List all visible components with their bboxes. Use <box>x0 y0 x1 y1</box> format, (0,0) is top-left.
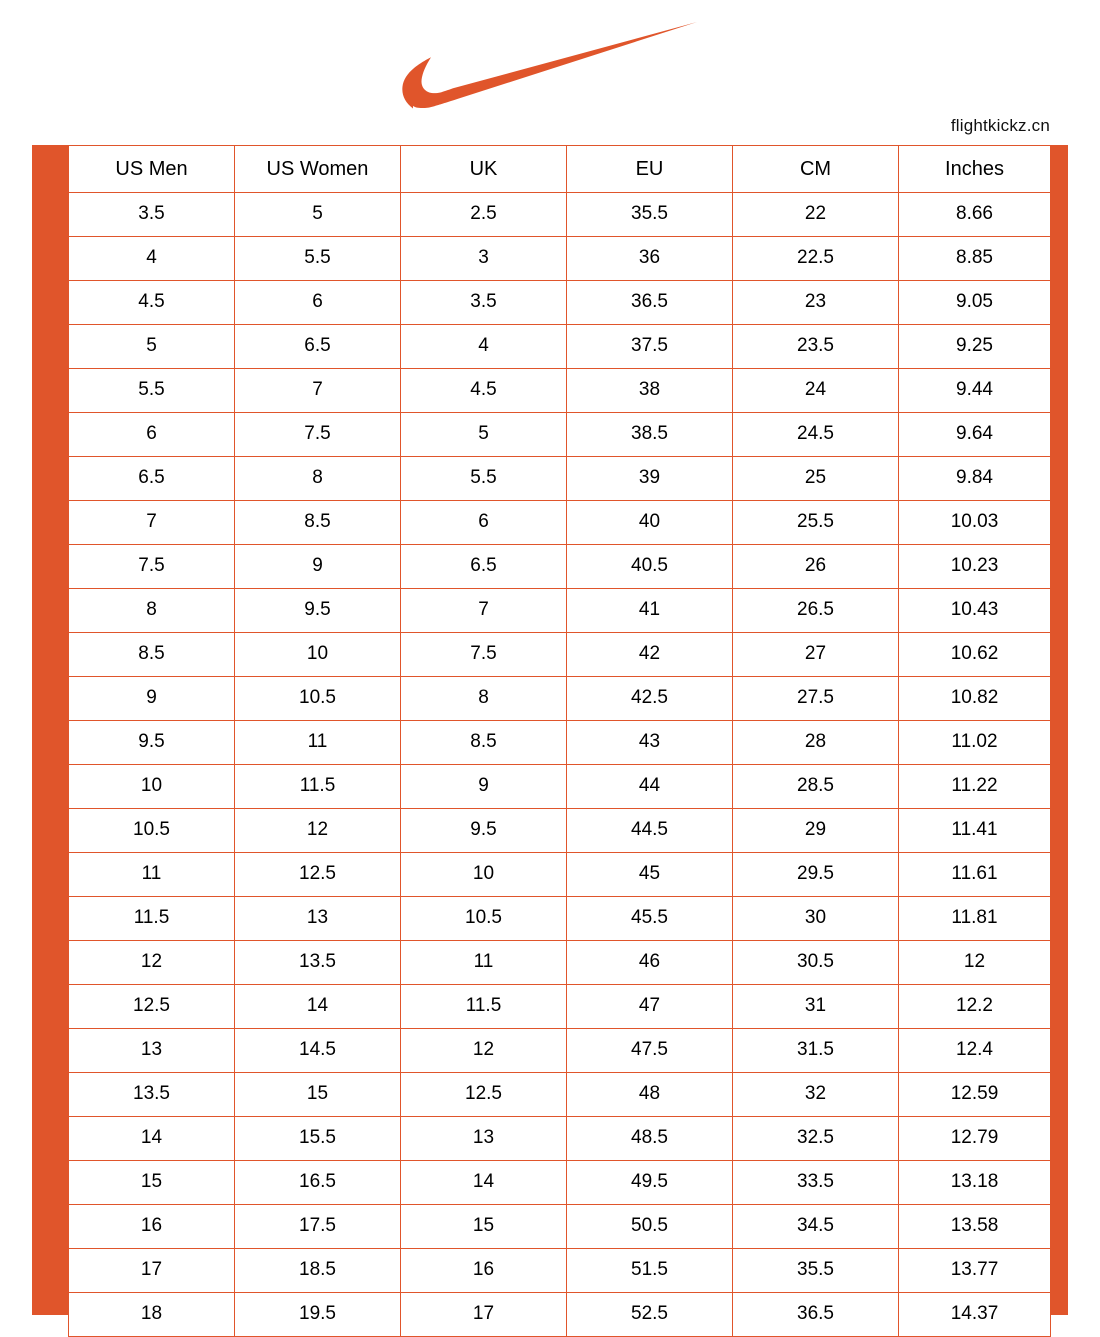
table-cell: 14 <box>235 985 401 1029</box>
table-cell: 11.5 <box>235 765 401 809</box>
table-cell: 12.2 <box>899 985 1051 1029</box>
table-cell: 38.5 <box>567 413 733 457</box>
table-cell: 13 <box>69 1029 235 1073</box>
table-row <box>69 369 1051 413</box>
table-cell: 36.5 <box>733 1293 899 1337</box>
table-cell: 10.82 <box>899 677 1051 721</box>
table-cell: 9.5 <box>235 589 401 633</box>
table-cell: 24 <box>733 369 899 413</box>
table-cell: 6 <box>235 281 401 325</box>
size-table-frame <box>32 145 1068 1325</box>
table-cell: 7.5 <box>235 413 401 457</box>
table-cell: 32 <box>733 1073 899 1117</box>
table-cell: 11.5 <box>69 897 235 941</box>
table-cell: 13.18 <box>899 1161 1051 1205</box>
table-cell: 5.5 <box>69 369 235 413</box>
table-cell: 5 <box>401 413 567 457</box>
table-cell: 3 <box>401 237 567 281</box>
table-row <box>69 1161 1051 1205</box>
table-cell: 5 <box>235 193 401 237</box>
table-cell: 6.5 <box>401 545 567 589</box>
table-cell: 24.5 <box>733 413 899 457</box>
table-cell: 12 <box>235 809 401 853</box>
table-row <box>69 501 1051 545</box>
table-cell: 10.5 <box>401 897 567 941</box>
table-cell: 8 <box>69 589 235 633</box>
table-cell: 28 <box>733 721 899 765</box>
table-cell: 11 <box>235 721 401 765</box>
table-cell: 6 <box>401 501 567 545</box>
table-cell: 18.5 <box>235 1249 401 1293</box>
table-cell: 5.5 <box>235 237 401 281</box>
table-cell: 15 <box>401 1205 567 1249</box>
table-row <box>69 941 1051 985</box>
table-row <box>69 985 1051 1029</box>
table-cell: 42 <box>567 633 733 677</box>
table-cell: 13.5 <box>69 1073 235 1117</box>
table-row <box>69 765 1051 809</box>
table-cell: 16.5 <box>235 1161 401 1205</box>
table-cell: 47.5 <box>567 1029 733 1073</box>
table-cell: 14.5 <box>235 1029 401 1073</box>
table-cell: 8 <box>235 457 401 501</box>
table-cell: 44 <box>567 765 733 809</box>
table-cell: 12 <box>401 1029 567 1073</box>
table-cell: 35.5 <box>567 193 733 237</box>
nike-swoosh-icon <box>0 22 1100 117</box>
table-cell: 27.5 <box>733 677 899 721</box>
table-cell: 10.03 <box>899 501 1051 545</box>
table-cell: 15 <box>235 1073 401 1117</box>
table-cell: 10.43 <box>899 589 1051 633</box>
table-cell: 10.5 <box>69 809 235 853</box>
table-cell: 12.59 <box>899 1073 1051 1117</box>
table-cell: 3.5 <box>401 281 567 325</box>
table-cell: 6 <box>69 413 235 457</box>
table-cell: 29 <box>733 809 899 853</box>
table-cell: 31 <box>733 985 899 1029</box>
table-cell: 30.5 <box>733 941 899 985</box>
table-cell: 26.5 <box>733 589 899 633</box>
table-row <box>69 1029 1051 1073</box>
table-cell: 15.5 <box>235 1117 401 1161</box>
table-cell: 7 <box>235 369 401 413</box>
table-cell: 33.5 <box>733 1161 899 1205</box>
table-row <box>69 853 1051 897</box>
table-cell: 13 <box>401 1117 567 1161</box>
table-cell: 27 <box>733 633 899 677</box>
table-cell: 11.61 <box>899 853 1051 897</box>
table-cell: 11.02 <box>899 721 1051 765</box>
site-credit-text: flightkickz.cn <box>950 116 1050 135</box>
table-header-row <box>69 146 1051 193</box>
table-row <box>69 721 1051 765</box>
table-cell: 51.5 <box>567 1249 733 1293</box>
column-header-us-women: US Women <box>235 146 401 193</box>
table-row <box>69 1293 1051 1337</box>
table-cell: 12.5 <box>235 853 401 897</box>
table-cell: 49.5 <box>567 1161 733 1205</box>
table-cell: 52.5 <box>567 1293 733 1337</box>
table-cell: 9.05 <box>899 281 1051 325</box>
table-cell: 12 <box>899 941 1051 985</box>
table-cell: 25.5 <box>733 501 899 545</box>
table-cell: 16 <box>401 1249 567 1293</box>
table-cell: 15 <box>69 1161 235 1205</box>
column-header-cm: CM <box>733 146 899 193</box>
table-cell: 37.5 <box>567 325 733 369</box>
table-cell: 16 <box>69 1205 235 1249</box>
table-cell: 6.5 <box>235 325 401 369</box>
table-cell: 4 <box>401 325 567 369</box>
table-cell: 3.5 <box>69 193 235 237</box>
table-cell: 17 <box>401 1293 567 1337</box>
table-row <box>69 457 1051 501</box>
table-cell: 26 <box>733 545 899 589</box>
table-cell: 18 <box>69 1293 235 1337</box>
table-cell: 9.5 <box>401 809 567 853</box>
table-cell: 9.25 <box>899 325 1051 369</box>
table-cell: 4.5 <box>401 369 567 413</box>
table-cell: 8.5 <box>401 721 567 765</box>
table-cell: 35.5 <box>733 1249 899 1293</box>
table-cell: 8.5 <box>69 633 235 677</box>
table-cell: 34.5 <box>733 1205 899 1249</box>
table-cell: 9.84 <box>899 457 1051 501</box>
table-row <box>69 809 1051 853</box>
table-cell: 9.64 <box>899 413 1051 457</box>
table-cell: 43 <box>567 721 733 765</box>
table-cell: 4.5 <box>69 281 235 325</box>
table-cell: 48 <box>567 1073 733 1117</box>
table-cell: 48.5 <box>567 1117 733 1161</box>
table-cell: 36.5 <box>567 281 733 325</box>
table-cell: 9 <box>401 765 567 809</box>
table-cell: 8.5 <box>235 501 401 545</box>
table-cell: 10 <box>69 765 235 809</box>
table-row <box>69 237 1051 281</box>
table-cell: 9 <box>69 677 235 721</box>
table-cell: 19.5 <box>235 1293 401 1337</box>
table-cell: 22.5 <box>733 237 899 281</box>
table-row <box>69 413 1051 457</box>
table-cell: 8.85 <box>899 237 1051 281</box>
table-row <box>69 193 1051 237</box>
table-cell: 45.5 <box>567 897 733 941</box>
table-cell: 9 <box>235 545 401 589</box>
table-row <box>69 1073 1051 1117</box>
table-cell: 46 <box>567 941 733 985</box>
table-cell: 11 <box>401 941 567 985</box>
table-cell: 13.77 <box>899 1249 1051 1293</box>
table-cell: 50.5 <box>567 1205 733 1249</box>
table-row <box>69 545 1051 589</box>
table-cell: 11.81 <box>899 897 1051 941</box>
table-cell: 12.5 <box>401 1073 567 1117</box>
table-cell: 39 <box>567 457 733 501</box>
table-cell: 4 <box>69 237 235 281</box>
table-cell: 45 <box>567 853 733 897</box>
column-header-eu: EU <box>567 146 733 193</box>
table-cell: 22 <box>733 193 899 237</box>
table-cell: 11.22 <box>899 765 1051 809</box>
table-cell: 10 <box>401 853 567 897</box>
table-cell: 41 <box>567 589 733 633</box>
table-cell: 12.79 <box>899 1117 1051 1161</box>
table-cell: 8 <box>401 677 567 721</box>
table-cell: 10 <box>235 633 401 677</box>
table-row <box>69 1249 1051 1293</box>
table-cell: 17.5 <box>235 1205 401 1249</box>
table-cell: 13.5 <box>235 941 401 985</box>
table-cell: 7.5 <box>401 633 567 677</box>
table-row <box>69 677 1051 721</box>
table-cell: 11.5 <box>401 985 567 1029</box>
table-cell: 14.37 <box>899 1293 1051 1337</box>
table-cell: 11 <box>69 853 235 897</box>
table-cell: 12 <box>69 941 235 985</box>
table-cell: 6.5 <box>69 457 235 501</box>
table-cell: 7 <box>401 589 567 633</box>
table-cell: 30 <box>733 897 899 941</box>
table-cell: 2.5 <box>401 193 567 237</box>
table-row <box>69 589 1051 633</box>
table-cell: 38 <box>567 369 733 413</box>
column-header-us-men: US Men <box>69 146 235 193</box>
table-cell: 17 <box>69 1249 235 1293</box>
table-cell: 25 <box>733 457 899 501</box>
table-cell: 28.5 <box>733 765 899 809</box>
table-cell: 42.5 <box>567 677 733 721</box>
table-cell: 31.5 <box>733 1029 899 1073</box>
table-cell: 36 <box>567 237 733 281</box>
table-cell: 32.5 <box>733 1117 899 1161</box>
table-cell: 12.5 <box>69 985 235 1029</box>
table-body <box>69 193 1051 1337</box>
table-row <box>69 897 1051 941</box>
table-cell: 14 <box>401 1161 567 1205</box>
table-cell: 9.44 <box>899 369 1051 413</box>
shoe-size-table <box>68 145 1051 1337</box>
table-cell: 47 <box>567 985 733 1029</box>
table-cell: 10.23 <box>899 545 1051 589</box>
table-cell: 23.5 <box>733 325 899 369</box>
table-cell: 12.4 <box>899 1029 1051 1073</box>
table-cell: 8.66 <box>899 193 1051 237</box>
table-cell: 10.5 <box>235 677 401 721</box>
column-header-inches: Inches <box>899 146 1051 193</box>
table-cell: 10.62 <box>899 633 1051 677</box>
table-row <box>69 325 1051 369</box>
table-cell: 40 <box>567 501 733 545</box>
table-row <box>69 633 1051 677</box>
table-cell: 5.5 <box>401 457 567 501</box>
table-cell: 7.5 <box>69 545 235 589</box>
column-header-uk: UK <box>401 146 567 193</box>
table-row <box>69 1117 1051 1161</box>
table-cell: 7 <box>69 501 235 545</box>
table-cell: 13.58 <box>899 1205 1051 1249</box>
table-row <box>69 1205 1051 1249</box>
table-cell: 5 <box>69 325 235 369</box>
table-cell: 11.41 <box>899 809 1051 853</box>
table-cell: 9.5 <box>69 721 235 765</box>
table-cell: 14 <box>69 1117 235 1161</box>
table-cell: 23 <box>733 281 899 325</box>
table-row <box>69 281 1051 325</box>
table-cell: 29.5 <box>733 853 899 897</box>
table-cell: 40.5 <box>567 545 733 589</box>
table-cell: 13 <box>235 897 401 941</box>
table-cell: 44.5 <box>567 809 733 853</box>
